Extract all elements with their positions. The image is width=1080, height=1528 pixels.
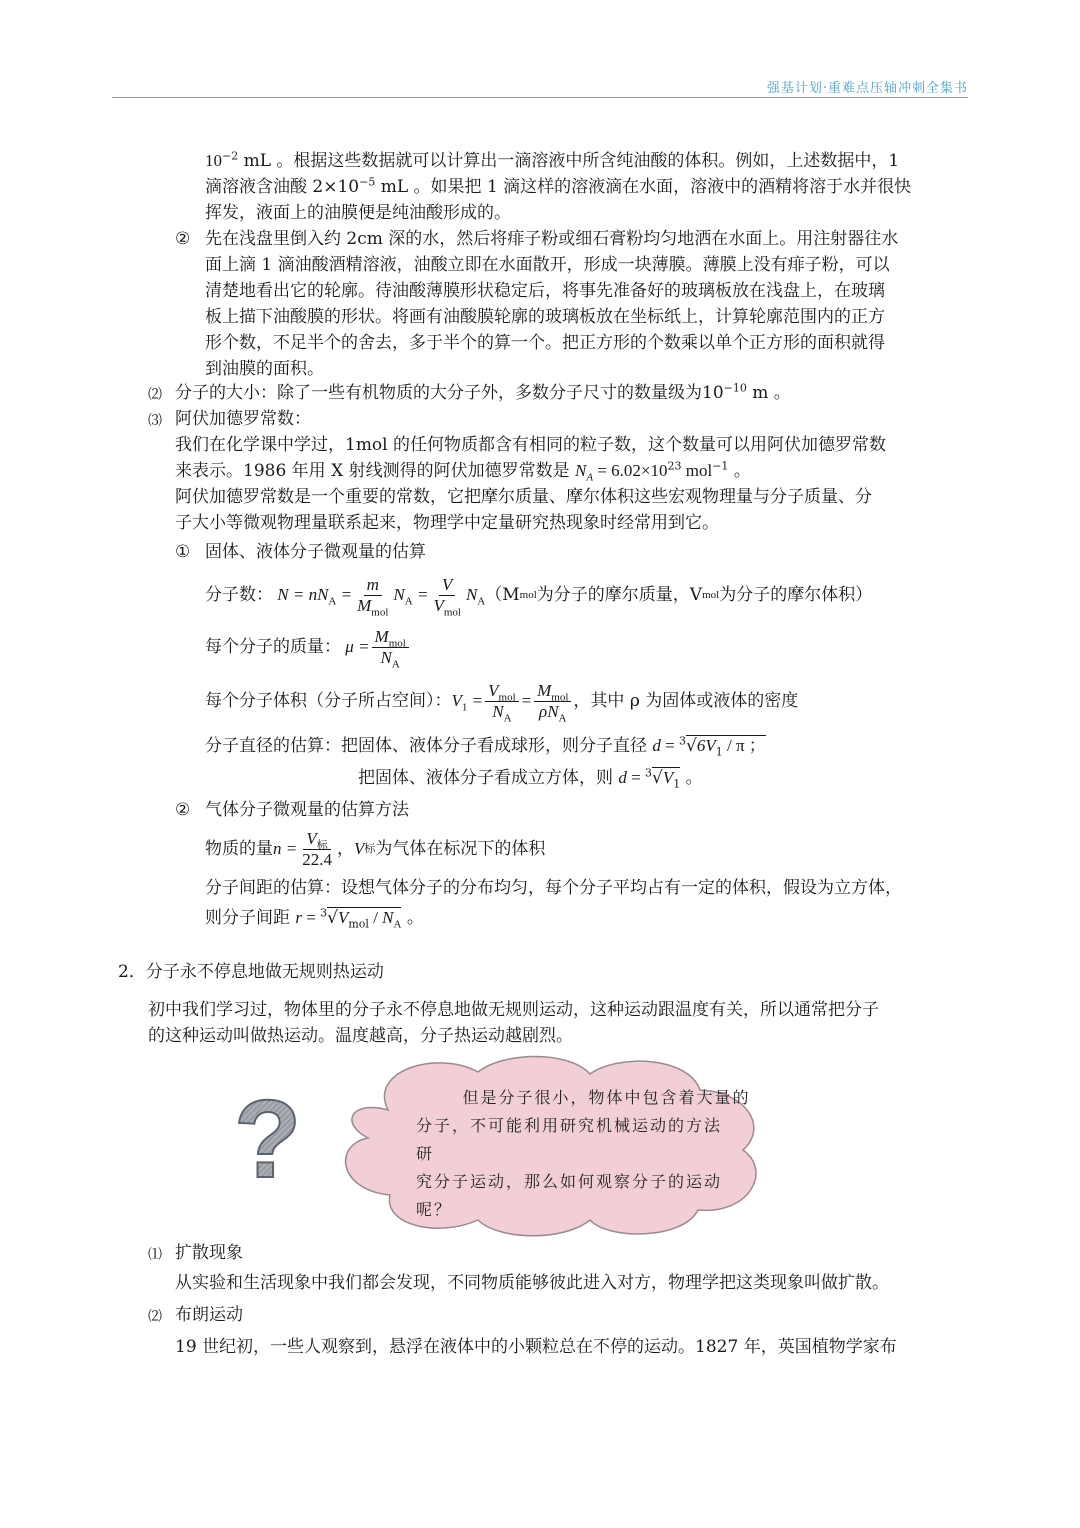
diffusion-title: 扩散现象 (175, 1243, 243, 1263)
diffusion-marker: ⑴ (148, 1247, 162, 1263)
avogadro-p1-line1: 我们在化学课中学过，1mol 的任何物质都含有相同的粒子数，这个数量可以用阿伏加德罗常数 (175, 435, 887, 455)
size-text: 分子的大小：除了一些有机物质的大分子外，多数分子尺寸的数量级为$10^{-10}$ m 。 (175, 381, 791, 403)
molecule-volume-formula: 每个分子体积（分子所占空间）： $V_1$ = $\frac{V_{mol}}{N_A}$ = $\frac{M_{mol}}{\rho N_A}$ ，其中 ρ 为固体或液体的密度 (205, 680, 799, 724)
diameter-cube-line: 把固体、液体分子看成立方体，则 $d = ^3√V_1$ 。 (358, 766, 703, 791)
cloud-text: 但是分子很小，物体中包含着大量的 分子，不可能利用研究机械运动的方法研 究分子运动，那么如何观察分子的运动 呢？ (416, 1088, 751, 1219)
brownian-marker: ⑵ (148, 1309, 162, 1325)
distance-line-2: 则分子间距 $r = ^3√V_{mol} / N_A$ 。 (205, 906, 424, 931)
intro-line-3: 挥发，液面上的油膜便是纯油酸形成的。 (205, 203, 511, 223)
diffusion-text: 从实验和生活现象中我们都会发现，不同物质能够彼此进入对方，物理学把这类现象叫做扩散。 (175, 1273, 889, 1293)
brownian-title: 布朗运动 (175, 1305, 243, 1325)
distance-line-1: 分子间距的估算：设想气体分子的分布均匀，每个分子平均占有一定的体积，假设为立方体， (205, 878, 902, 898)
diameter-sphere-line: 分子直径的估算：把固体、液体分子看成球形，则分子直径 $d = ^3√6V_1 / \pi$ ； (205, 734, 766, 759)
gas-title: 气体分子微观量的估算方法 (205, 800, 409, 820)
solid-marker: ① (175, 542, 191, 562)
step2-line: 到油膜的面积。 (205, 359, 324, 379)
header-divider (112, 97, 968, 98)
avogadro-p1-line2: 来表示。1986 年用 X 射线测得的阿伏加德罗常数是 $N_A = 6.02\times 10^{23}$ mol$^{-1}$ 。 (175, 459, 751, 484)
step2-line: 形个数，不足半个的舍去，多于半个的算一个。把正方形的个数乘以单个正方形的面积就得 (205, 333, 885, 353)
step2-marker: ② (175, 229, 191, 249)
step2-line: 面上滴 1 滴油酸酒精溶液，油酸立即在水面散开，形成一块薄膜。薄膜上没有痱子粉，可以 (205, 255, 890, 275)
intro-line-1: $10^{-2}$ mL 。根据这些数据就可以计算出一滴溶液中所含纯油酸的体积。例如，上述数据中，1 (205, 149, 900, 171)
avogadro-p2-line1: 阿伏加德罗常数是一个重要的常数，它把摩尔质量、摩尔体积这些宏观物理量与分子质量、分 (175, 487, 872, 507)
brownian-text: 19 世纪初，一些人观察到，悬浮在液体中的小颗粒总在不停的运动。1827 年，英国植物学家布 (175, 1337, 897, 1357)
molecule-count-formula: 分子数： $N = nN_A$ = $\frac{m}{M_{mol}}$ $N_A$ = $\frac{V}{V_{mol}}$ $N_A$ （M mol 为分子的摩尔质量，V mol 为分子的摩尔体积） (205, 574, 873, 618)
section-2-title: 2．分子永不停息地做无规则热运动 (118, 962, 384, 982)
section-2-para-line2: 的这种运动叫做热运动。温度越高，分子热运动越剧烈。 (148, 1026, 573, 1046)
section-2-para-line1: 初中我们学习过，物体里的分子永不停息地做无规则运动，这种运动跟温度有关，所以通常把分子 (148, 1000, 879, 1020)
avogadro-title: 阿伏加德罗常数： (175, 409, 311, 429)
amount-of-substance-formula: 物质的量 n = $\frac{V_标}{22.4}$ ， V 标 为气体在标况下的体积 (205, 828, 546, 869)
step2-line: 板上描下油酸膜的形状。将画有油酸膜轮廓的玻璃板放在坐标纸上，计算轮廓范围内的正方 (205, 307, 885, 327)
step2-line: 清楚地看出它的轮廓。待油酸薄膜形状稳定后，将事先准备好的玻璃板放在浅盘上，在玻璃 (205, 281, 885, 301)
running-header: 强基计划·重难点压轴冲刺全集书 (766, 81, 968, 96)
gas-marker: ② (175, 800, 191, 820)
step2-line: 先在浅盘里倒入约 2cm 深的水，然后将痱子粉或细石膏粉均匀地洒在水面上。用注射器往水 (205, 229, 899, 249)
size-marker: ⑵ (148, 387, 162, 403)
intro-line-2: 滴溶液含油酸 $2\times 10^{-5}$ mL 。如果把 1 滴这样的溶液滴在水面，溶液中的酒精将溶于水并很快 (205, 175, 912, 197)
avogadro-p2-line2: 子大小等微观物理量联系起来，物理学中定量研究热现象时经常用到它。 (175, 513, 719, 533)
question-mark-icon (228, 1085, 308, 1185)
svg-text:?: ? (234, 1085, 302, 1185)
molecule-mass-formula: 每个分子的质量： μ = $\frac{M_{mol}}{N_A}$ (205, 622, 411, 672)
thought-cloud (328, 1050, 772, 1240)
solid-title: 固体、液体分子微观量的估算 (205, 542, 426, 562)
avogadro-marker: ⑶ (148, 413, 162, 429)
